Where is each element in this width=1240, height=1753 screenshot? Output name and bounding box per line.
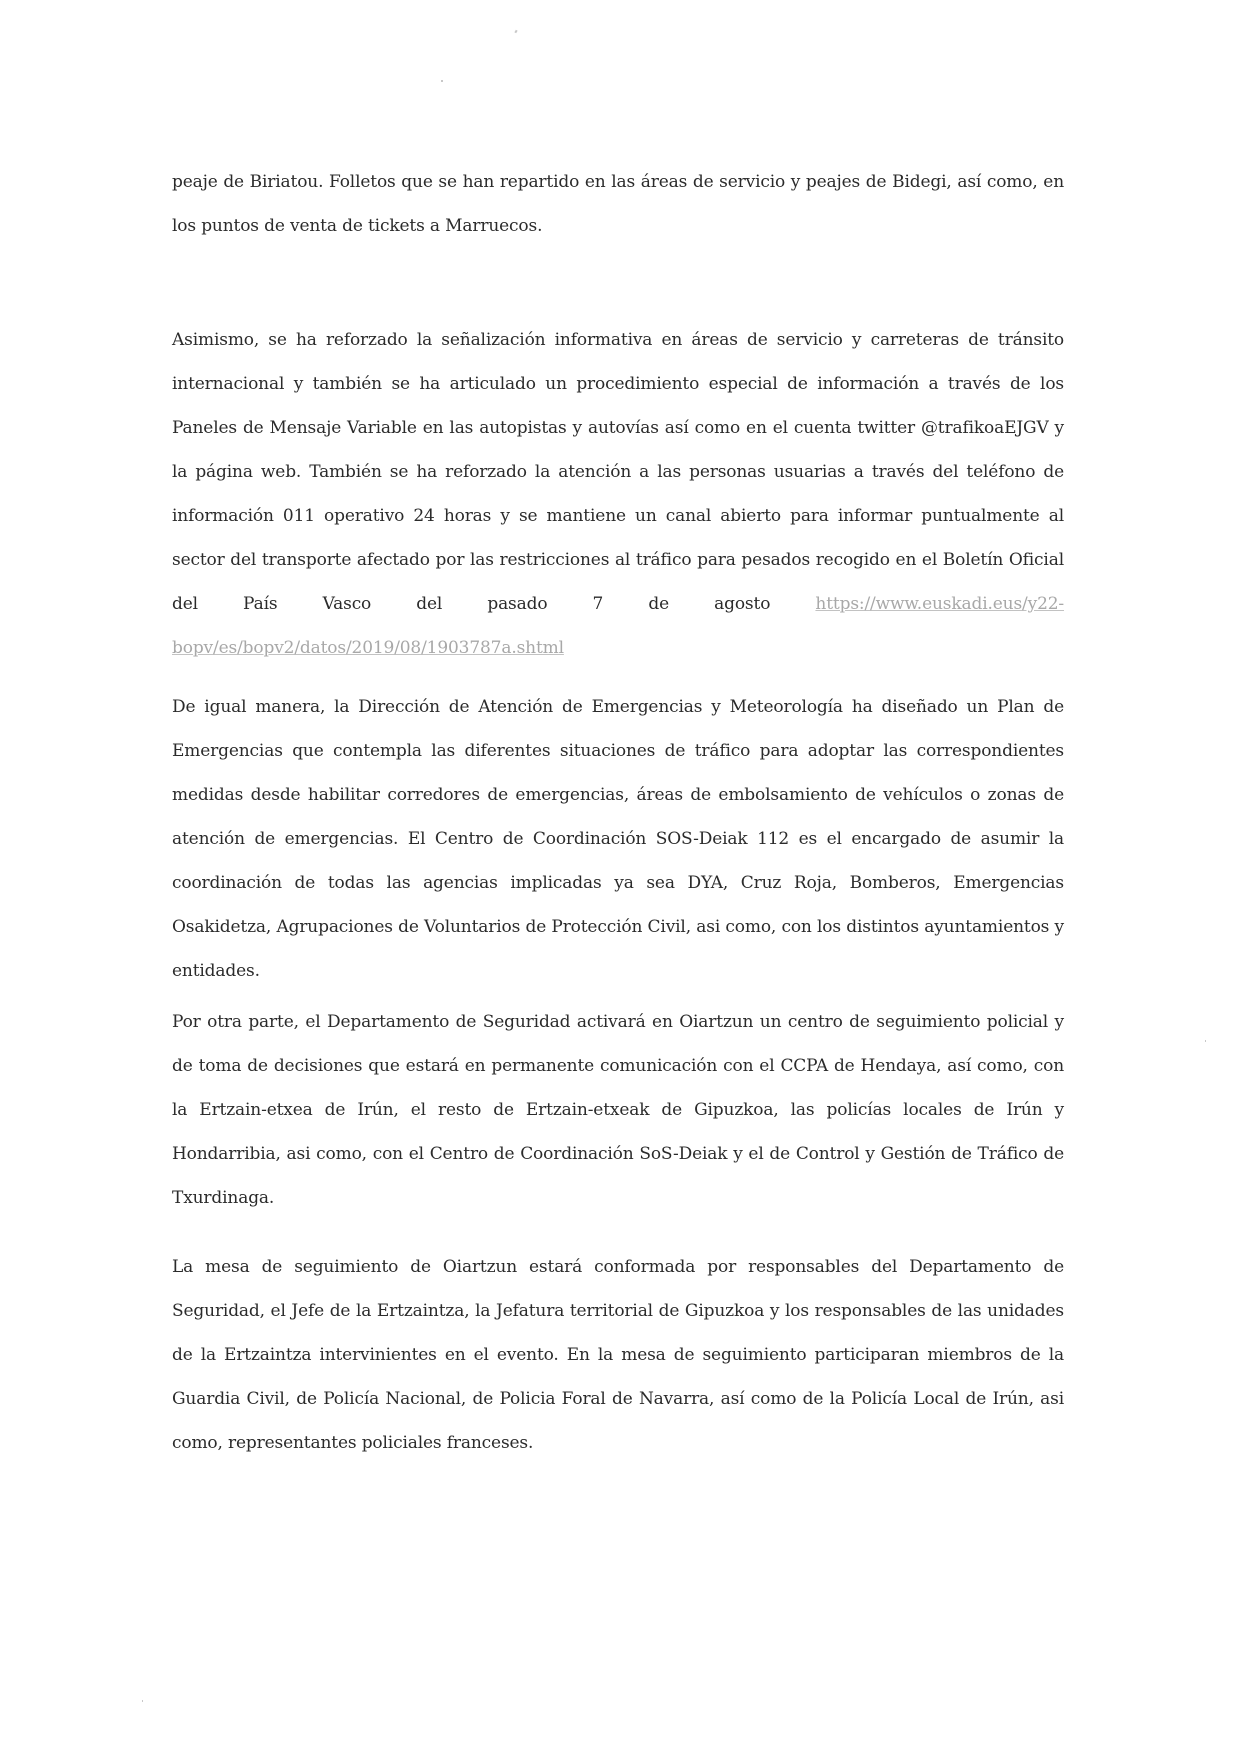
scan-speck bbox=[1205, 1040, 1206, 1042]
paragraph-text: Por otra parte, el Departamento de Seguridad activará en Oiartzun un centro de seguimiento policial y de toma de decisiones que estará en permanente comunicación con el CCPA de Hendaya, así como, con la Ertzain-etxea de Irún, el resto de Ertzain-etxeak de Gipuzkoa, las policías locales de Irún y Hondarribia, asi como, con el Centro de Coordinación SoS-Deiak y el de Control y Gestión de Tráfico de Txurdinaga. bbox=[172, 1012, 1064, 1208]
paragraph-text: La mesa de seguimiento de Oiartzun estará conformada por responsables del Departamento de Seguridad, el Jefe de la Ertzaintza, la Jefatura territorial de Gipuzkoa y los responsables de las unidades de la Ertzaintza intervinientes en el evento. En la mesa de seguimiento participaran miembros de la Guardia Civil, de Policía Nacional, de Policia Foral de Navarra, así como de la Policía Local de Irún, asi como, representantes policiales franceses. bbox=[172, 1257, 1064, 1453]
paragraph-monitoring-table bbox=[172, 1245, 1064, 1465]
paragraph-security-department bbox=[172, 1000, 1064, 1220]
scan-speck bbox=[142, 1700, 143, 1702]
paragraph-text: peaje de Biriatou. Folletos que se han repartido en las áreas de servicio y peajes de Bidegi, así como, en los puntos de venta de tickets a Marruecos. bbox=[172, 172, 1064, 236]
paragraph-signage bbox=[172, 318, 1064, 670]
scan-speck bbox=[441, 80, 443, 82]
scan-speck bbox=[514, 30, 517, 34]
bopv-link[interactable]: https://www.euskadi.eus/y22-bopv/es/bopv2/datos/2019/08/1903787a.shtml bbox=[172, 594, 1064, 658]
paragraph-text: De igual manera, la Dirección de Atención de Emergencias y Meteorología ha diseñado un Plan de Emergencias que contempla las diferentes situaciones de tráfico para adoptar las correspondientes medidas desde habilitar corredores de emergencias, áreas de embolsamiento de vehículos o zonas de atención de emergencias. El Centro de Coordinación SOS-Deiak 112 es el encargado de asumir la coordinación de todas las agencias implicadas ya sea DYA, Cruz Roja, Bomberos, Emergencias Osakidetza, Agrupaciones de Voluntarios de Protección Civil, asi como, con los distintos ayuntamientos y entidades. bbox=[172, 697, 1064, 981]
paragraph-emergency-plan bbox=[172, 685, 1064, 993]
paragraph-leaflets bbox=[172, 160, 1064, 248]
paragraph-text: Asimismo, se ha reforzado la señalización informativa en áreas de servicio y carreteras de tránsito internacional y también se ha articulado un procedimiento especial de información a través de los Paneles de Mensaje Variable en las autopistas y autovías así como en el cuenta twitter @trafikoaEJGV y la página web. También se ha reforzado la atención a las personas usuarias a través del teléfono de información 011 operativo 24 horas y se mantiene un canal abierto para informar puntualmente al sector del transporte afectado por las restricciones al tráfico para pesados recogido en el Boletín Oficial del País Vasco del pasado 7 de agosto bbox=[172, 330, 1064, 614]
